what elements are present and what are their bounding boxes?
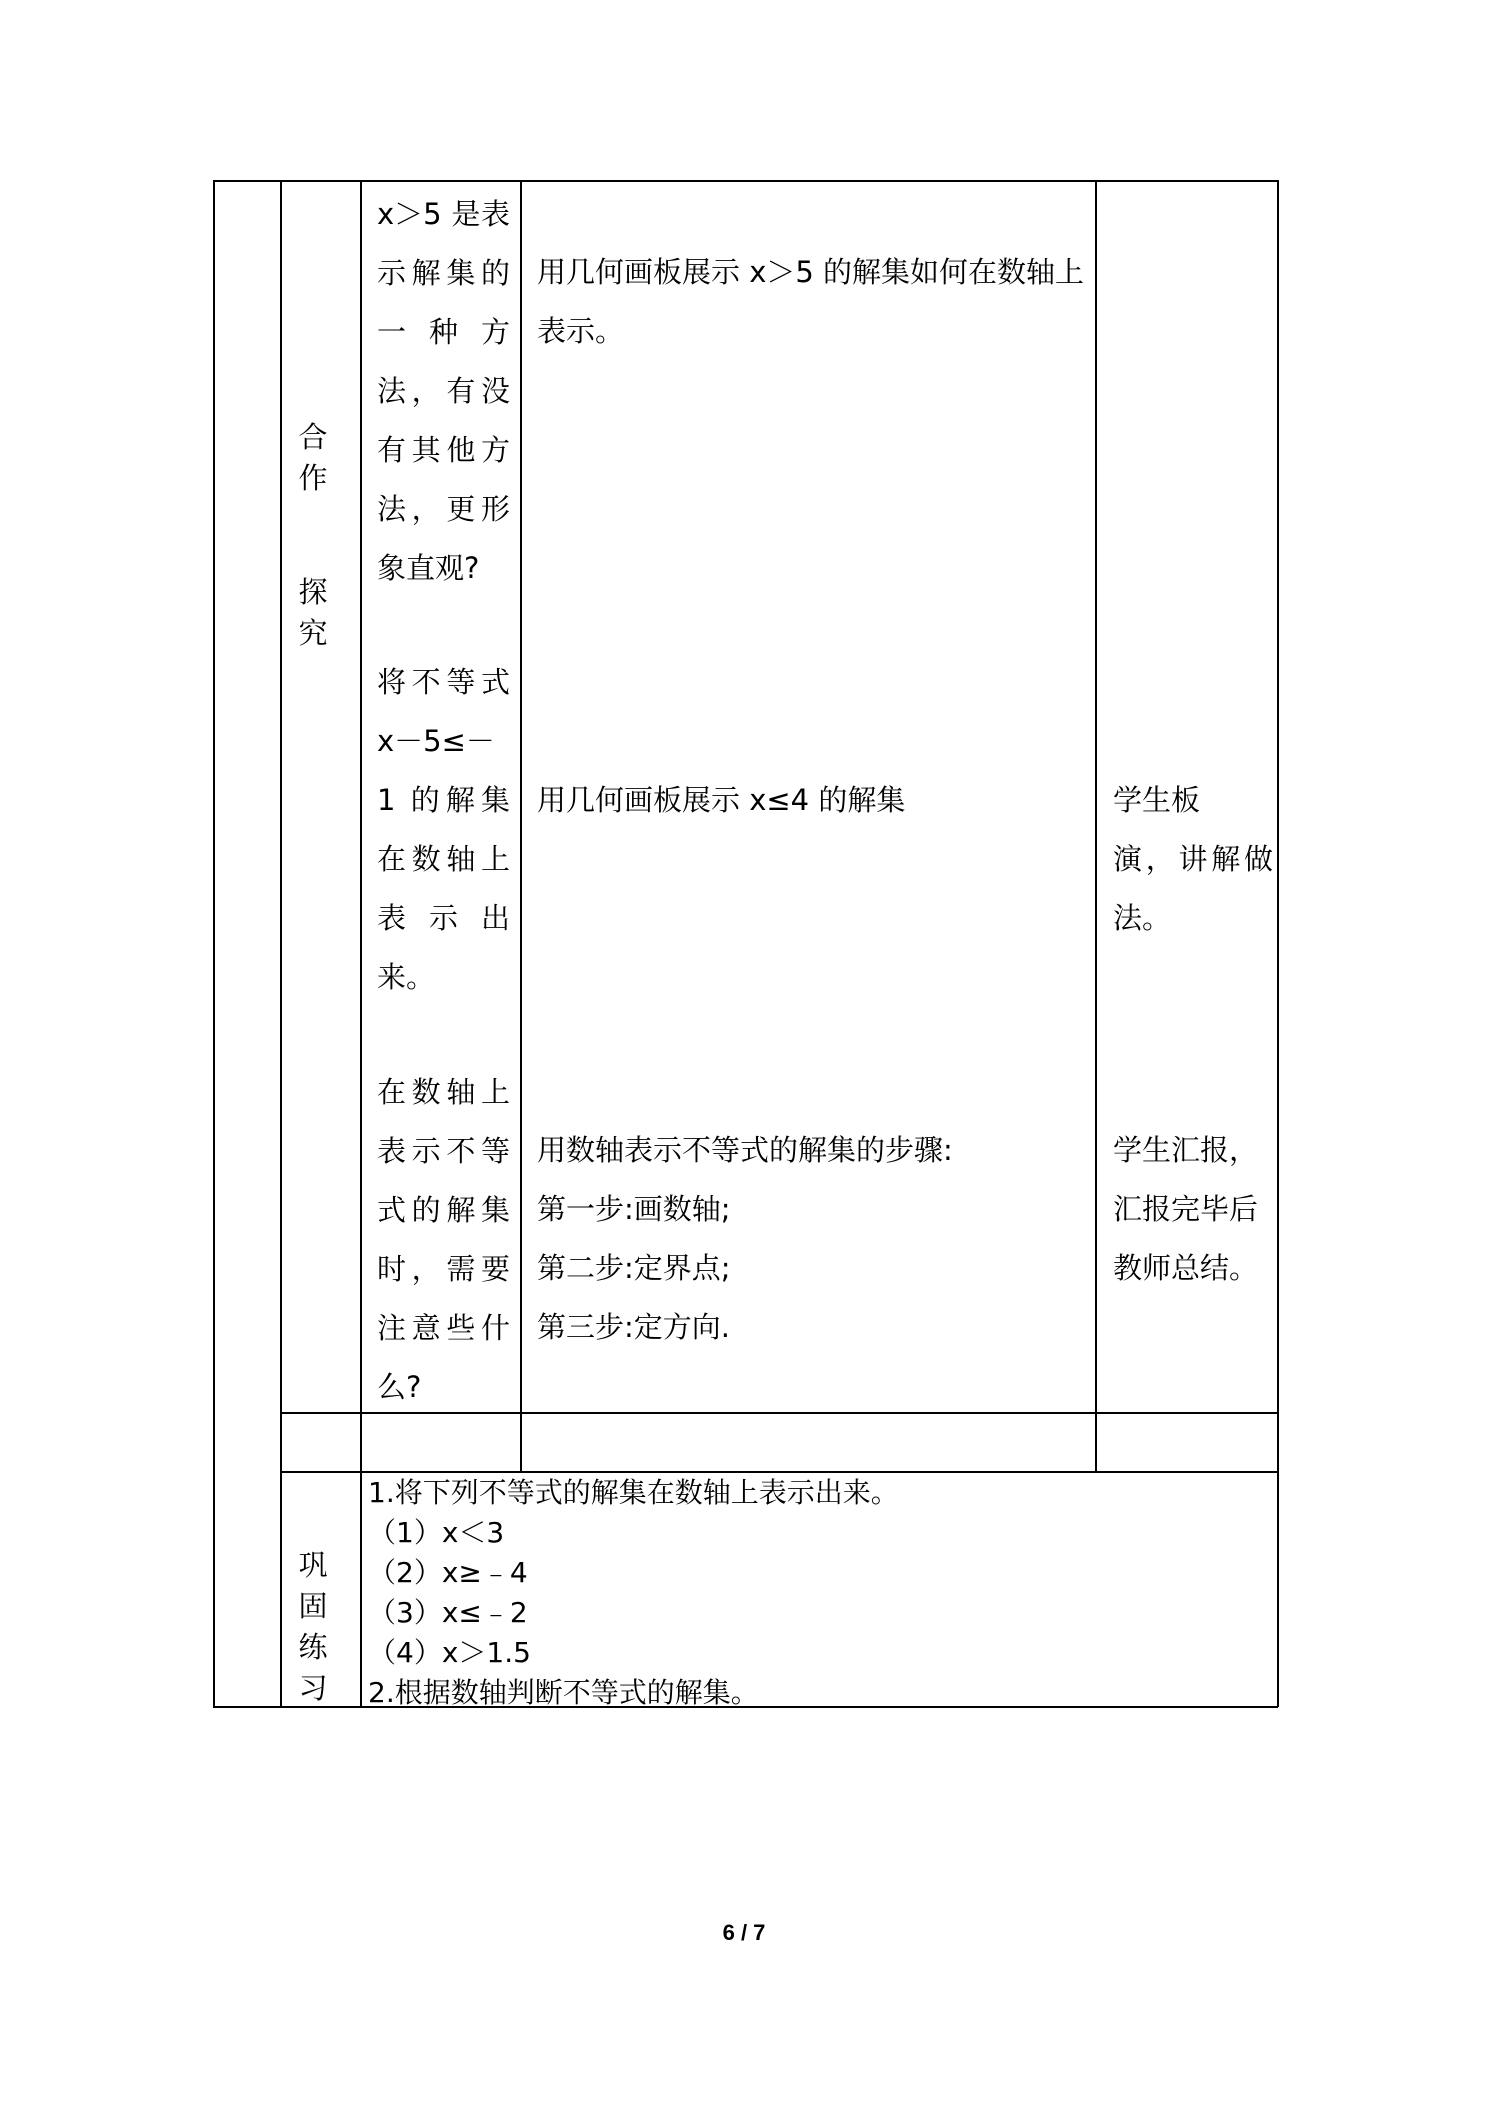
- question-cell: [377, 1063, 510, 1417]
- question-line: 法，有没: [377, 374, 510, 408]
- activity-line: 用数轴表示不等式的解集的步骤:: [537, 1133, 953, 1167]
- question-line: 在数轴上: [377, 1075, 510, 1109]
- student-line: 演，讲解做: [1113, 842, 1273, 876]
- table-column-divider: [520, 180, 522, 1472]
- practice-content: [368, 1473, 1268, 1713]
- question-line: 有其他方: [377, 433, 510, 467]
- student-activity-cell: [1113, 771, 1273, 948]
- question-line: x＞5 是表: [377, 197, 510, 231]
- activity-line: 用几何画板展示 x≤4 的解集: [537, 783, 906, 817]
- question-line: 将不等式: [377, 665, 510, 699]
- side-char: 固: [298, 1589, 328, 1623]
- side-char: 合: [298, 420, 328, 454]
- practice-line: （1）x＜3: [368, 1516, 505, 1549]
- question-line: x－5≤－: [377, 724, 495, 758]
- side-char: 练: [298, 1630, 328, 1664]
- question-line: 在数轴上: [377, 842, 510, 876]
- activity-cell: [537, 771, 1097, 830]
- question-cell: [377, 185, 510, 598]
- student-line: 汇报完毕后: [1113, 1192, 1259, 1226]
- practice-side-label: [295, 1545, 331, 1709]
- student-line: 法。: [1113, 901, 1172, 935]
- student-line: 教师总结。: [1113, 1251, 1259, 1285]
- activity-cell: [537, 243, 1097, 361]
- activity-line: 用几何画板展示 x＞5 的解集如何在数轴上: [537, 255, 1085, 289]
- activity-line: 第三步:定方向.: [537, 1310, 730, 1344]
- question-line: 式的解集: [377, 1193, 510, 1227]
- question-line: 注意些什: [377, 1311, 510, 1345]
- question-line: 表示不等: [377, 1134, 510, 1168]
- practice-line: （4）x＞1.5: [368, 1636, 531, 1669]
- student-line: 学生汇报，: [1113, 1133, 1259, 1167]
- question-line: 表 示 出: [377, 901, 510, 935]
- side-char: 探: [298, 575, 328, 609]
- table-column-divider: [360, 180, 362, 1707]
- side-char: 巩: [298, 1548, 328, 1582]
- page-number: 6 / 7: [722, 1920, 766, 1945]
- side-char: 作: [298, 461, 328, 495]
- table-right-border: [1277, 180, 1279, 1707]
- side-char: 习: [298, 1671, 328, 1705]
- student-activity-cell: [1113, 1121, 1273, 1298]
- practice-line: （2）x≥﹣4: [368, 1556, 528, 1589]
- activity-cell: [537, 1121, 1097, 1357]
- table-top-border: [213, 180, 1278, 182]
- question-line: 么?: [377, 1370, 422, 1404]
- section-side-label: [295, 417, 331, 499]
- question-line: 示解集的: [377, 256, 510, 290]
- side-char: 究: [298, 616, 328, 650]
- question-cell: [377, 653, 510, 1007]
- student-line: 学生板: [1113, 783, 1201, 817]
- table-column-divider: [280, 180, 282, 1707]
- question-line: 一 种 方: [377, 315, 510, 349]
- activity-line: 表示。: [537, 314, 625, 348]
- activity-line: 第二步:定界点;: [537, 1251, 731, 1285]
- activity-line: 第一步:画数轴;: [537, 1192, 731, 1226]
- question-line: 象直观?: [377, 551, 480, 585]
- section-side-label: [295, 572, 331, 654]
- practice-line: （3）x≤﹣2: [368, 1596, 528, 1629]
- practice-line: 2.根据数轴判断不等式的解集。: [368, 1676, 759, 1709]
- table-left-border: [213, 180, 215, 1707]
- question-line: 1 的解集: [377, 783, 510, 817]
- question-line: 时，需要: [377, 1252, 510, 1286]
- question-line: 来。: [377, 960, 436, 994]
- question-line: 法，更形: [377, 492, 510, 526]
- practice-line: 1.将下列不等式的解集在数轴上表示出来。: [368, 1476, 899, 1509]
